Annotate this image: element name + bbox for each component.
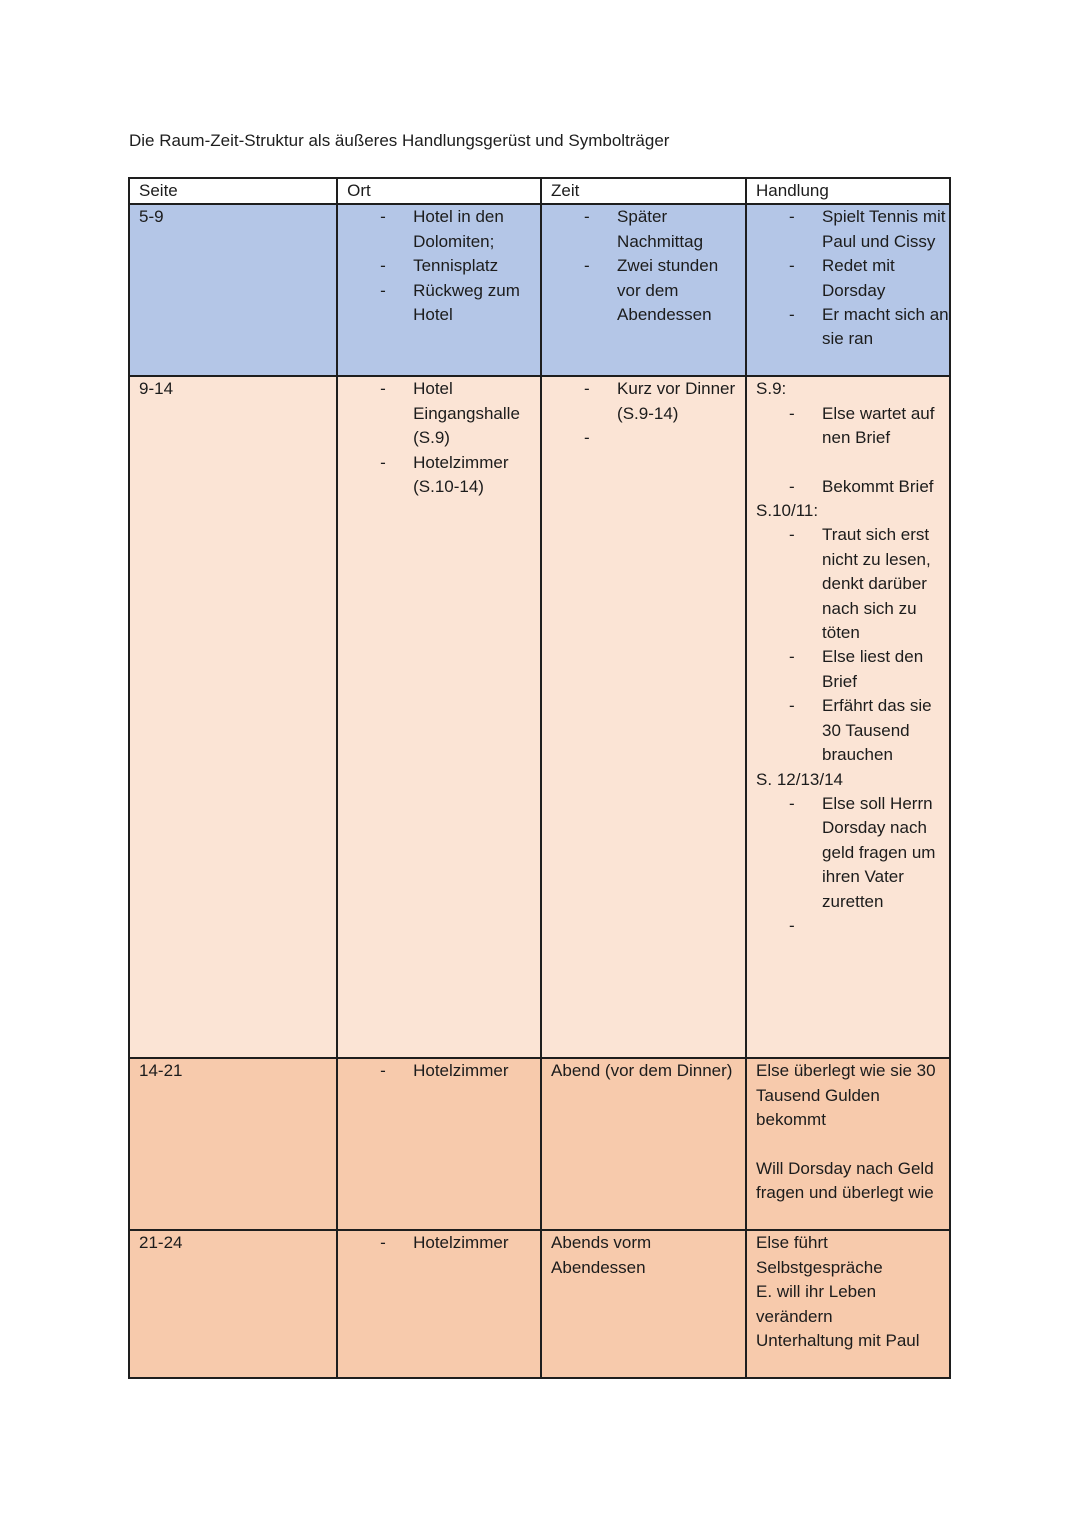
cell-seite: 14-21 [129,1058,337,1230]
list-item [551,426,745,450]
cell-ort [337,1230,541,1378]
cell-handlung [746,204,950,376]
cell-zeit [541,376,746,1058]
cell-zeit [541,204,746,376]
header-zeit: Zeit [541,178,746,204]
raum-zeit-table [128,177,951,1379]
table-header-row [129,178,950,204]
cell-ort [337,376,541,1058]
list-item: - Else wartet auf nen Brief [756,402,949,451]
list-item: - Else soll Herrn Dorsday nach geld fragen um ihren Vater zuretten [756,792,949,914]
handlung-line: E. will ihr Leben verändern [756,1282,877,1326]
section-heading: S.9: [756,379,787,399]
list-item: - Redet mit Dorsday [756,254,949,303]
list-item: - Er macht sich an sie ran [756,303,949,352]
table-row [129,204,950,376]
cell-seite: 5-9 [129,204,337,376]
table-row [129,1058,950,1230]
list-item: - Hotelzimmer (S.10-14) [347,451,540,500]
list-item: - Spielt Tennis mit Paul und Cissy [756,205,949,254]
list-item: - Kurz vor Dinner (S.9-14) [551,377,745,426]
document-title: Die Raum-Zeit-Struktur als äußeres Handlungsgerüst und Symbolträger [129,131,670,150]
cell-handlung [746,1230,950,1378]
cell-zeit: Abends vorm Abendessen [541,1230,746,1378]
cell-ort [337,1058,541,1230]
section-heading: S. 12/13/14 [756,769,843,789]
handlung-paragraph: Else überlegt wie sie 30 Tausend Gulden bekommt [756,1061,936,1130]
list-item: - Else liest den Brief [756,645,949,694]
list-item: - Hotel Eingangshalle (S.9) [347,377,540,450]
list-item: - Bekommt Brief [756,475,949,499]
list-item: - Rückweg zum Hotel [347,279,540,328]
list-item: - Zwei stunden vor dem Abendessen [551,254,745,327]
table-row [129,1230,950,1378]
header-ort: Ort [337,178,541,204]
header-handlung: Handlung [746,178,950,204]
handlung-paragraph: Will Dorsday nach Geld fragen und überlegt wie [756,1158,934,1203]
section-heading: S.10/11: [756,501,819,521]
list-item: - Hotelzimmer [347,1231,540,1255]
list-item: - Hotel in den Dolomiten; [347,205,540,254]
list-item: - Tennisplatz [347,254,540,278]
cell-seite: 9-14 [129,376,337,1058]
list-item: - Später Nachmittag [551,205,745,254]
cell-handlung [746,1058,950,1230]
list-item: - Hotelzimmer [347,1059,540,1083]
cell-zeit: Abend (vor dem Dinner) [541,1058,746,1230]
handlung-line: Else führt Selbstgespräche [756,1233,883,1277]
list-item: - Erfährt das sie 30 Tausend brauchen [756,694,949,767]
header-seite: Seite [129,178,337,204]
table-row [129,376,950,1058]
cell-seite: 21-24 [129,1230,337,1378]
cell-ort [337,204,541,376]
list-item [756,914,949,938]
handlung-line: Unterhaltung mit Paul [756,1331,920,1351]
cell-handlung [746,376,950,1058]
list-item: - Traut sich erst nicht zu lesen, denkt darüber nach sich zu töten [756,523,949,645]
